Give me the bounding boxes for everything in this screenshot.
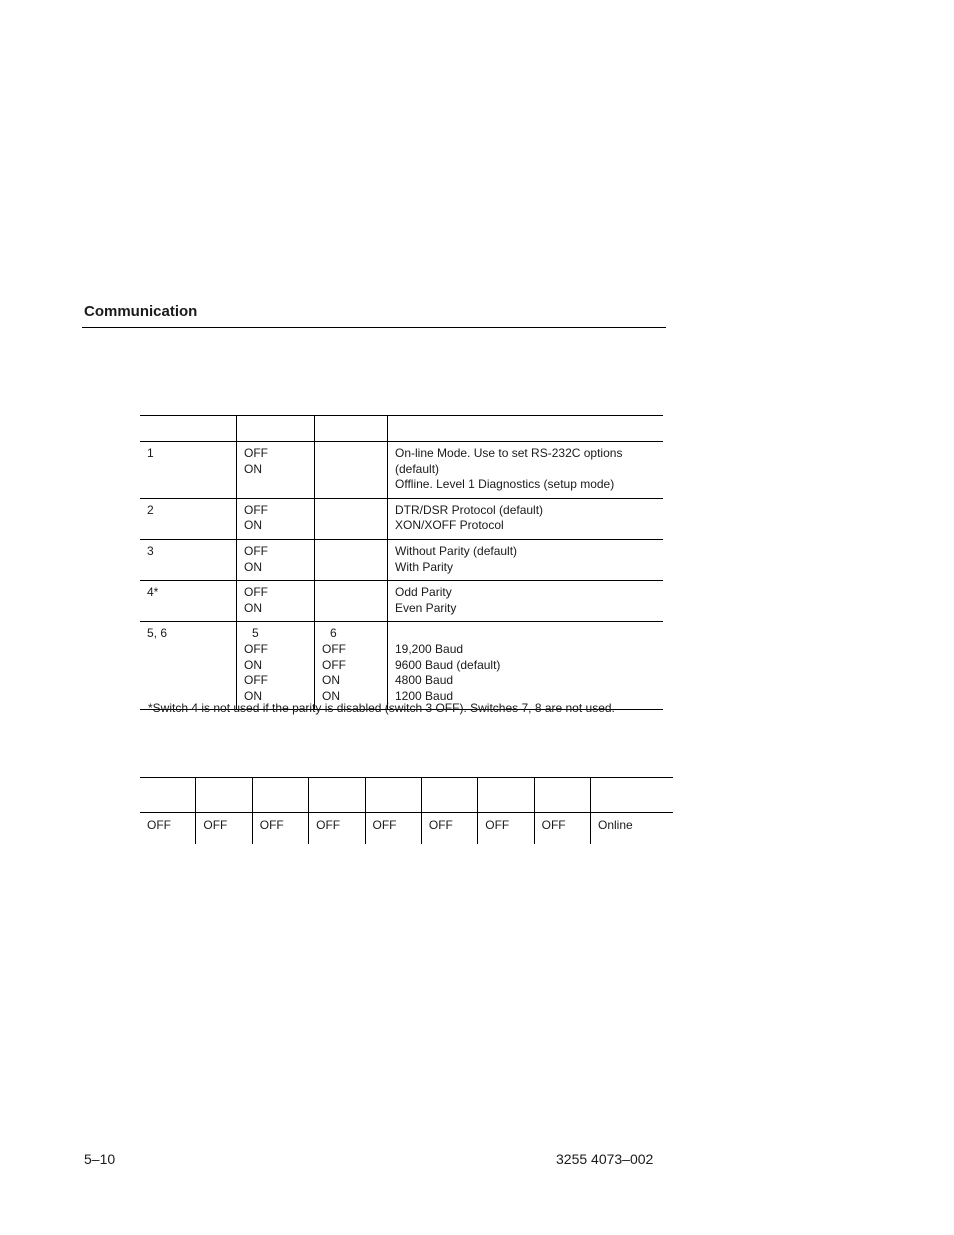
- header-cell: [421, 778, 477, 813]
- setting-value: OFF: [244, 446, 268, 460]
- default-value: OFF: [534, 813, 590, 845]
- header-cell: [140, 416, 237, 442]
- default-value: Online: [591, 813, 674, 845]
- description-line: DTR/DSR Protocol (default): [395, 502, 544, 517]
- default-value: OFF: [196, 813, 252, 845]
- switch-number: 5, 6: [140, 622, 237, 710]
- switch-number: 3: [140, 539, 237, 580]
- description-line: 19,200 Baud: [395, 641, 464, 656]
- header-cell: [365, 778, 421, 813]
- setting-value: ON: [322, 673, 340, 688]
- default-settings-table: [140, 777, 673, 844]
- table-row: [140, 622, 663, 710]
- setting-cell: [315, 539, 388, 580]
- setting-value: ON: [244, 461, 262, 476]
- setting-value: ON: [244, 600, 262, 615]
- setting-cell: [237, 442, 315, 499]
- description-line: Without Parity (default): [395, 543, 518, 558]
- table-row: [140, 581, 663, 622]
- table-footnote: *Switch 4 is not used if the parity is disabled (switch 3 OFF). Switches 7, 8 are not used.: [148, 701, 615, 715]
- switch-number: 2: [140, 498, 237, 539]
- table-header-row: [140, 416, 663, 442]
- default-value: OFF: [365, 813, 421, 845]
- setting-cell: [315, 622, 388, 710]
- header-cell: [315, 416, 388, 442]
- description-line: 9600 Baud (default): [395, 657, 501, 672]
- header-cell: [388, 416, 664, 442]
- setting-cell: [315, 581, 388, 622]
- setting-cell: [315, 498, 388, 539]
- default-value: OFF: [147, 818, 171, 832]
- description-line: Even Parity: [395, 600, 457, 615]
- table-row: [140, 539, 663, 580]
- setting-value: OFF: [322, 641, 346, 656]
- header-cell: [591, 778, 674, 813]
- setting-cell: [237, 539, 315, 580]
- switch-number: 1: [140, 442, 237, 499]
- description-line: On-line Mode. Use to set RS-232C options (default): [395, 446, 623, 476]
- setting-value: ON: [244, 518, 262, 533]
- description-line: With Parity: [395, 559, 454, 574]
- description-cell: [388, 539, 664, 580]
- setting-value: OFF: [244, 543, 268, 558]
- header-cell: [534, 778, 590, 813]
- table-row: [140, 442, 663, 499]
- default-value: OFF: [478, 813, 534, 845]
- table-row: [140, 498, 663, 539]
- setting-value: OFF: [244, 641, 268, 656]
- switch-settings-table: [140, 415, 663, 710]
- sub-switch-label: 6: [330, 626, 337, 641]
- description-line: Odd Parity: [395, 585, 452, 600]
- description-line: 1200 Baud: [395, 688, 454, 703]
- section-title: Communication: [84, 303, 198, 320]
- setting-cell: [315, 442, 388, 499]
- setting-value: OFF: [322, 657, 346, 672]
- description-line: Offline. Level 1 Diagnostics (setup mode): [395, 477, 615, 492]
- table-header-row: [140, 778, 673, 813]
- setting-value: OFF: [244, 673, 268, 688]
- description-cell: [388, 622, 664, 710]
- setting-value: ON: [322, 688, 340, 703]
- switch-number: 4*: [140, 581, 237, 622]
- setting-cell: [237, 581, 315, 622]
- description-line: XON/XOFF Protocol: [395, 518, 504, 533]
- description-cell: [388, 581, 664, 622]
- description-cell: [388, 442, 664, 499]
- default-value: OFF: [421, 813, 477, 845]
- setting-value: OFF: [244, 585, 268, 600]
- header-cell: [478, 778, 534, 813]
- header-cell: [140, 778, 196, 813]
- page-number: 5–10: [84, 1151, 116, 1167]
- setting-value: OFF: [244, 502, 268, 517]
- description-line: 4800 Baud: [395, 673, 454, 688]
- header-cell: [237, 416, 315, 442]
- header-cell: [309, 778, 365, 813]
- header-cell: [252, 778, 308, 813]
- setting-value: ON: [244, 688, 262, 703]
- default-value: OFF: [252, 813, 308, 845]
- header-cell: [196, 778, 252, 813]
- sub-switch-label: 5: [252, 626, 259, 641]
- document-number: 3255 4073–002: [556, 1151, 654, 1167]
- description-cell: [388, 498, 664, 539]
- setting-cell: [237, 498, 315, 539]
- setting-cell: [237, 622, 315, 710]
- section-rule: [82, 327, 666, 328]
- setting-value: ON: [244, 657, 262, 672]
- setting-value: ON: [244, 559, 262, 574]
- description-spacer: [395, 626, 663, 642]
- table-row: [140, 813, 673, 845]
- default-value: OFF: [309, 813, 365, 845]
